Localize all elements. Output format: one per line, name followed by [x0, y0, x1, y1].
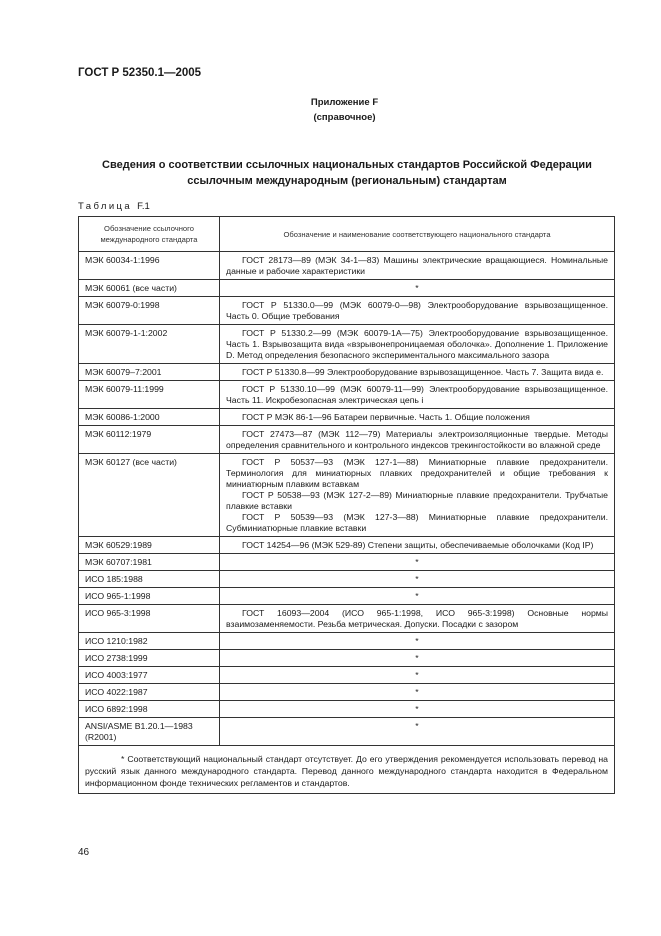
table-row	[79, 571, 615, 588]
appendix-subtitle: (справочное)	[313, 112, 376, 123]
table-row	[79, 667, 615, 684]
appendix-title: Приложение F	[310, 97, 379, 108]
international-standard-cell: ИСО 185:1988	[79, 571, 220, 588]
national-standard-cell	[220, 650, 615, 667]
table-row	[79, 605, 615, 633]
national-standard-text: ГОСТ Р 51330.10—99 (МЭК 60079-11—99) Электрооборудование взрывозащищенное. Часть 11. Искробезопасная электрическая цепь i	[226, 384, 608, 405]
international-standard-cell: ИСО 4003:1977	[79, 667, 220, 684]
column-header-international-line-1: Обозначение ссылочного	[104, 224, 194, 233]
table-row	[79, 718, 615, 746]
national-standard-cell	[220, 537, 615, 554]
national-standard-cell	[220, 605, 615, 633]
table-row	[79, 454, 615, 537]
section-heading	[78, 157, 616, 189]
table-row	[79, 381, 615, 409]
international-standard-cell: ANSI/ASME B1.20.1—1983 (R2001)	[79, 718, 220, 746]
national-standard-text: ГОСТ 27473—87 (МЭК 112—79) Материалы электроизоляционные твердые. Методы определения сравнительного и контрольного индексов трекингостойкости во влажной среде	[226, 429, 608, 450]
table-row	[79, 650, 615, 667]
document-id: ГОСТ Р 52350.1—2005	[78, 67, 202, 79]
no-equivalent-marker: *	[415, 557, 419, 567]
table-footnote-row	[79, 746, 615, 794]
national-standard-cell	[220, 426, 615, 454]
international-standard-cell: МЭК 60034-1:1996	[79, 252, 220, 280]
national-standard-cell	[220, 409, 615, 426]
national-standard-cell	[220, 667, 615, 684]
table-footnote: * Соответствующий национальный стандарт отсутствует. До его утверждения рекомендуется использовать перевод на русский язык данного международного стандарта. Перевод данного международного стандарта находится в Федеральном информационном фонде технических регламентов и стандартов.	[85, 754, 608, 788]
international-standard-cell: МЭК 60061 (все части)	[79, 280, 220, 297]
national-standard-cell	[220, 701, 615, 718]
national-standard-cell	[220, 684, 615, 701]
national-standard-cell	[220, 571, 615, 588]
table-row	[79, 554, 615, 571]
international-standard-cell: МЭК 60079-1-1:2002	[79, 325, 220, 364]
table-row	[79, 588, 615, 605]
national-standard-cell	[220, 297, 615, 325]
national-standard-text: ГОСТ Р 51330.8—99 Электрооборудование взрывозащищенное. Часть 7. Защита вида е.	[242, 367, 604, 377]
table-row	[79, 633, 615, 650]
national-standard-cell	[220, 633, 615, 650]
table-row	[79, 325, 615, 364]
no-equivalent-marker: *	[415, 636, 419, 646]
national-standard-cell	[220, 280, 615, 297]
national-standard-text: ГОСТ Р 51330.2—99 (МЭК 60079-1А—75) Электрооборудование взрывозащищенное. Часть 1. Взрывозащита вида «взрывонепроницаемая оболочка». Дополнение 1. Приложение D. Метод определения безопасного экспериментального максимального зазора	[226, 328, 608, 360]
no-equivalent-marker: *	[415, 721, 419, 731]
table-row	[79, 409, 615, 426]
table-caption	[78, 201, 150, 212]
section-heading-line-2: ссылочным международным (региональным) стандартам	[187, 175, 507, 187]
table-footnote-cell	[79, 746, 615, 794]
national-standard-cell	[220, 252, 615, 280]
international-standard-cell: МЭК 60127 (все части)	[79, 454, 220, 537]
international-standard-cell: МЭК 60079–7:2001	[79, 364, 220, 381]
national-standard-text: ГОСТ Р 51330.0—99 (МЭК 60079-0—98) Электрооборудование взрывозащищенное. Часть 0. Общие требования	[226, 300, 608, 321]
column-header-international-line-2: международного стандарта	[100, 235, 198, 244]
no-equivalent-marker: *	[415, 653, 419, 663]
international-standard-cell: ИСО 6892:1998	[79, 701, 220, 718]
national-standard-text: ГОСТ Р 50539—93 (МЭК 127-3—88) Миниатюрные плавкие предохранители. Субминиатюрные плавкие вставки	[226, 512, 608, 533]
national-standard-text: ГОСТ 16093—2004 (ИСО 965-1:1998, ИСО 965-3:1998) Основные нормы взаимозаменяемости. Резьба метрическая. Допуски. Посадки с зазором	[226, 608, 608, 629]
international-standard-cell: ИСО 4022:1987	[79, 684, 220, 701]
table-row	[79, 280, 615, 297]
table-body	[79, 252, 615, 794]
national-standard-text: ГОСТ Р 50538—93 (МЭК 127-2—89) Миниатюрные плавкие предохранители. Трубчатые плавкие вставки	[226, 490, 608, 511]
table-row	[79, 684, 615, 701]
no-equivalent-marker: *	[415, 574, 419, 584]
international-standard-cell: ИСО 965-3:1998	[79, 605, 220, 633]
table-row	[79, 701, 615, 718]
national-standard-text: ГОСТ 28173—89 (МЭК 34-1—83) Машины электрические вращающиеся. Номинальные данные и рабочие характеристики	[226, 255, 608, 276]
table-row	[79, 297, 615, 325]
national-standard-cell	[220, 381, 615, 409]
table-row	[79, 364, 615, 381]
table-row	[79, 426, 615, 454]
table-row	[79, 252, 615, 280]
international-standard-cell: МЭК 60079-0:1998	[79, 297, 220, 325]
international-standard-cell: ИСО 1210:1982	[79, 633, 220, 650]
no-equivalent-marker: *	[415, 591, 419, 601]
page-number: 46	[78, 847, 90, 858]
international-standard-cell: МЭК 60086-1:2000	[79, 409, 220, 426]
international-standard-cell: ИСО 965-1:1998	[79, 588, 220, 605]
table-caption-prefix: Таблица	[78, 201, 133, 212]
section-heading-line-1: Сведения о соответствии ссылочных национальных стандартов Российской Федерации	[102, 159, 592, 171]
appendix-label	[0, 95, 661, 125]
national-standard-text: ГОСТ 14254—96 (МЭК 529-89) Степени защиты, обеспечиваемые оболочками (Код IP)	[242, 540, 594, 550]
standards-table	[78, 216, 615, 794]
international-standard-cell: МЭК 60707:1981	[79, 554, 220, 571]
national-standard-cell	[220, 364, 615, 381]
no-equivalent-marker: *	[415, 687, 419, 697]
national-standard-text: ГОСТ Р 50537—93 (МЭК 127-1—88) Миниатюрные плавкие предохранители. Терминология для миниатюрных плавких предохранителей и общие требования к миниатюрным плавким вставкам	[226, 457, 608, 489]
table-header-row	[79, 217, 615, 252]
column-header-national: Обозначение и наименование соответствующего национального стандарта	[220, 217, 615, 252]
national-standard-cell	[220, 718, 615, 746]
no-equivalent-marker: *	[415, 704, 419, 714]
national-standard-text: ГОСТ Р МЭК 86-1—96 Батареи первичные. Часть 1. Общие положения	[242, 412, 530, 422]
no-equivalent-marker: *	[415, 283, 419, 293]
international-standard-cell: ИСО 2738:1999	[79, 650, 220, 667]
national-standard-cell	[220, 554, 615, 571]
no-equivalent-marker: *	[415, 670, 419, 680]
table-row	[79, 537, 615, 554]
national-standard-cell	[220, 454, 615, 537]
national-standard-cell	[220, 325, 615, 364]
international-standard-cell: МЭК 60529:1989	[79, 537, 220, 554]
column-header-international	[79, 217, 220, 252]
national-standard-cell	[220, 588, 615, 605]
table-caption-number: F.1	[137, 201, 150, 212]
international-standard-cell: МЭК 60112:1979	[79, 426, 220, 454]
international-standard-cell: МЭК 60079-11:1999	[79, 381, 220, 409]
